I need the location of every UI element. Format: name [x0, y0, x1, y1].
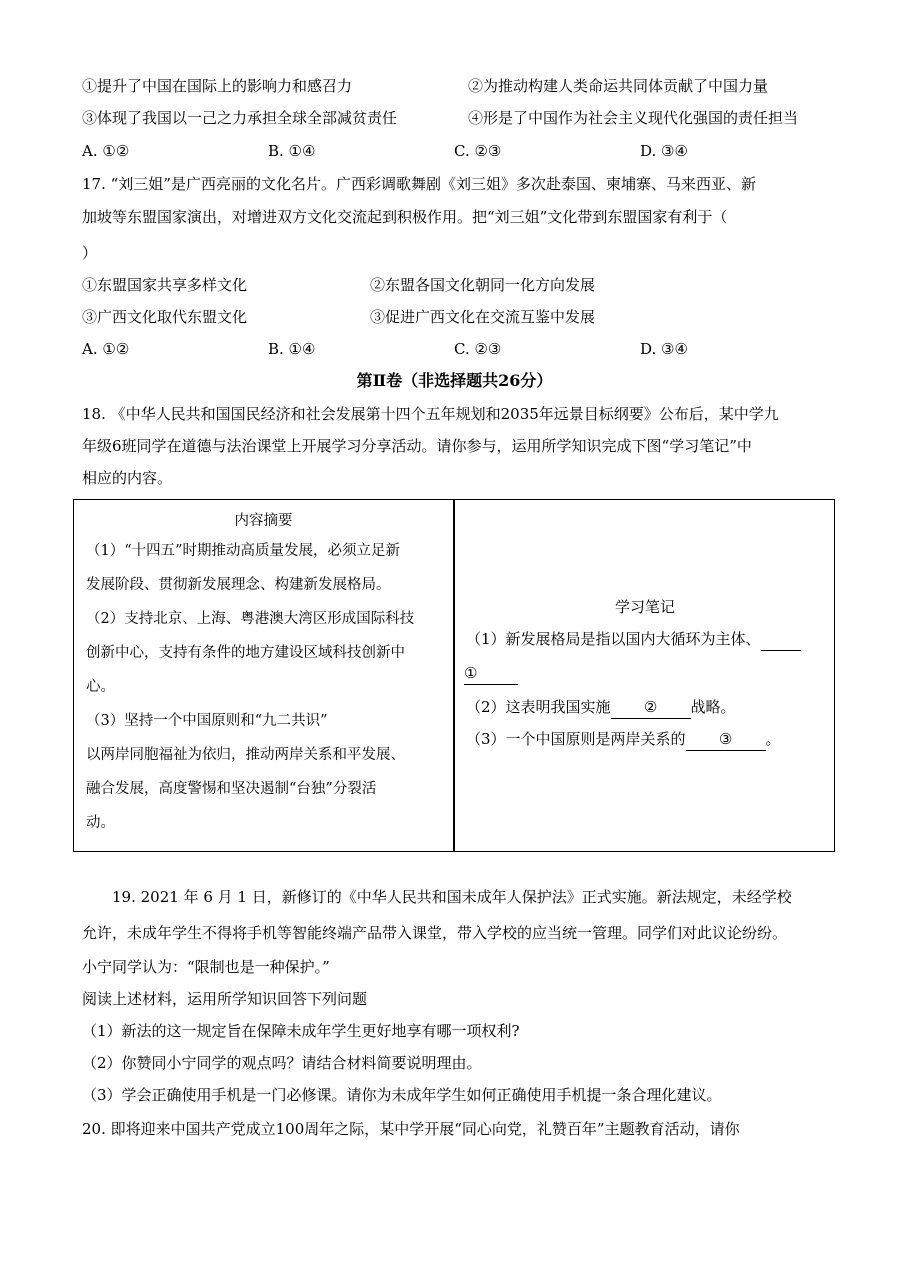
q16-option-1: ①提升了中国在国际上的影响力和感召力 — [82, 77, 353, 95]
q17-option-1: ①东盟国家共享多样文化 — [82, 276, 248, 294]
q16-choice-a: A. ①② — [82, 142, 130, 160]
q19-stem-line-2: 允许，未成年学生不得将手机等智能终端产品带入课堂，带入学校的应当统一管理。同学们对此议论纷纷。 — [82, 924, 788, 942]
summary-line: 以两岸同胞福祉为依归，推动两岸关系和平发展、 — [86, 747, 405, 763]
q17-choice-b: B. ①④ — [268, 340, 316, 358]
blank-2[interactable]: ② — [611, 696, 691, 719]
blank-1[interactable]: ① — [464, 662, 518, 685]
summary-line: （3）坚持一个中国原则和“九二共识” — [86, 713, 328, 729]
q19-sub-question-2: （2）你赞同小宁同学的观点吗？请结合材料简要说明理由。 — [82, 1054, 482, 1072]
section-title: 第Ⅱ卷（非选择题共26分） — [356, 371, 553, 390]
note-line-3 — [466, 728, 781, 751]
note-line-1 — [466, 628, 801, 651]
summary-line: 心。 — [86, 679, 115, 695]
q16-option-4: ④形是了中国作为社会主义现代化强国的责任担当 — [468, 109, 799, 127]
q16-option-3: ③体现了我国以一己之力承担全球全部减贫责任 — [82, 109, 398, 127]
q19-sub-question-3: （3）学会正确使用手机是一门必修课。请你为未成年学生如何正确使用手机提一条合理化建议。 — [82, 1086, 722, 1104]
q16-choice-c: C. ②③ — [454, 142, 502, 160]
note-line-1b — [464, 662, 518, 685]
note-3-pre: （3）一个中国原则是两岸关系的 — [466, 730, 686, 748]
q17-option-4: ③促进广西文化在交流互鉴中发展 — [370, 308, 596, 326]
q17-option-3: ③广西文化取代东盟文化 — [82, 308, 248, 326]
q17-stem-line-2: 加坡等东盟国家演出，对增进双方文化交流起到积极作用。把“刘三姐”文化带到东盟国家有利于（ — [82, 208, 728, 226]
note-1-blank-tail — [761, 628, 801, 651]
note-2-pre: （2）这表明我国实施 — [466, 698, 611, 716]
note-2-post: 战略。 — [690, 698, 736, 716]
q16-choice-b: B. ①④ — [268, 142, 316, 160]
study-notes-title: 学习笔记 — [614, 598, 675, 616]
note-1-text: （1）新发展格局是指以国内大循环为主体、 — [466, 630, 761, 648]
q16-choice-d: D. ③④ — [640, 142, 688, 160]
q19-stem-line-4: 阅读上述材料，运用所学知识回答下列问题 — [82, 990, 368, 1008]
summary-line: 融合发展，高度警惕和坚决遏制“台独”分裂活 — [86, 781, 377, 797]
q17-stem-line-1: 17. “刘三姐”是广西亮丽的文化名片。广西彩调歌舞剧《刘三姐》多次赴泰国、柬埔寨、马来西亚、新 — [82, 175, 756, 193]
q18-stem-line-1: 18. 《中华人民共和国国民经济和社会发展第十四个五年规划和2035年远景目标纲要》公布后，某中学九 — [82, 405, 779, 423]
q17-choice-a: A. ①② — [82, 340, 130, 358]
q16-option-2: ②为推动构建人类命运共同体贡献了中国力量 — [468, 77, 769, 95]
summary-line: 发展阶段、贯彻新发展理念、构建新发展格局。 — [86, 577, 391, 593]
q20-stem-line-1: 20. 即将迎来中国共产党成立100周年之际，某中学开展“同心向党，礼赞百年”主题教育活动，请你 — [82, 1120, 740, 1138]
q17-stem-line-3: ） — [82, 244, 98, 262]
table-divider — [453, 500, 455, 851]
summary-line: 动。 — [86, 815, 115, 831]
q18-stem-line-3: 相应的内容。 — [82, 469, 173, 487]
q18-stem-line-2: 年级6班同学在道德与法治课堂上开展学习分享活动。请你参与，运用所学知识完成下图“学习笔记”中 — [82, 437, 752, 455]
q17-choice-c: C. ②③ — [454, 340, 502, 358]
q19-sub-question-1: （1）新法的这一规定旨在保障未成年学生更好地享有哪一项权利? — [82, 1022, 520, 1040]
q17-choice-d: D. ③④ — [640, 340, 688, 358]
study-notes-table — [73, 499, 835, 852]
blank-3[interactable]: ③ — [686, 728, 766, 751]
q19-stem-line-1: 19. 2021 年 6 月 1 日，新修订的《中华人民共和国未成年人保护法》正式实施。新法规定，未经学校 — [112, 888, 792, 906]
note-line-2 — [466, 696, 736, 719]
content-summary-title: 内容摘要 — [234, 513, 293, 529]
q19-stem-line-3: 小宁同学认为：“限制也是一种保护。” — [82, 958, 330, 976]
summary-line: 创新中心，支持有条件的地方建设区域科技创新中 — [86, 645, 405, 661]
summary-line: （1）“十四五”时期推动高质量发展，必须立足新 — [86, 543, 401, 559]
note-3-post: 。 — [765, 730, 781, 748]
summary-line: （2）支持北京、上海、粤港澳大湾区形成国际科技 — [86, 611, 415, 627]
q17-option-2: ②东盟各国文化朝同一化方向发展 — [370, 276, 596, 294]
